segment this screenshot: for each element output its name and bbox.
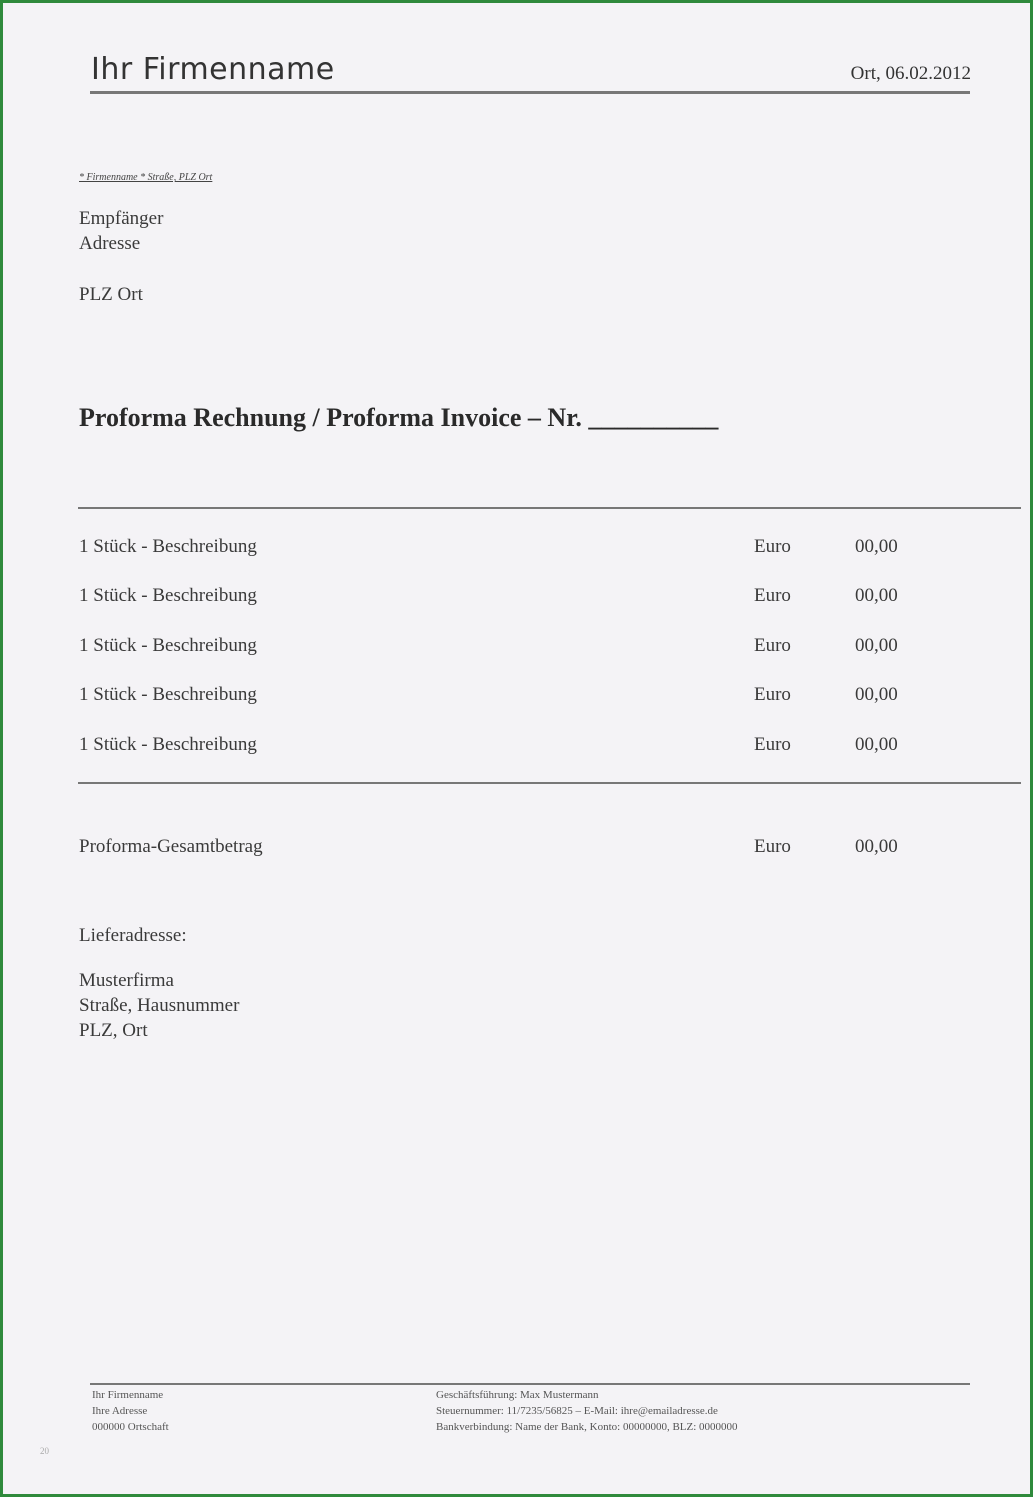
item-amount: 00,00 bbox=[855, 585, 898, 606]
footer-bank: Bankverbindung: Name der Bank, Konto: 00000000, BLZ: 0000000 bbox=[436, 1421, 738, 1433]
total-currency: Euro bbox=[754, 836, 791, 857]
recipient-address: Adresse bbox=[79, 233, 141, 254]
item-currency: Euro bbox=[754, 585, 791, 606]
line-item bbox=[79, 684, 979, 710]
item-currency: Euro bbox=[754, 635, 791, 656]
item-amount: 00,00 bbox=[855, 635, 898, 656]
item-description: 1 Stück - Beschreibung bbox=[79, 585, 257, 606]
item-amount: 00,00 bbox=[855, 684, 898, 705]
footer-tax-email: Steuernummer: 11/7235/56825 – E-Mail: ihre@emailadresse.de bbox=[436, 1405, 718, 1417]
recipient-name: Empfänger bbox=[79, 208, 164, 229]
recipient-city: PLZ Ort bbox=[79, 284, 143, 305]
header-divider bbox=[90, 91, 970, 94]
invoice-title: Proforma Rechnung / Proforma Invoice – Nr. __________ bbox=[79, 403, 719, 432]
footer-company-name: Ihr Firmenname bbox=[92, 1389, 164, 1401]
line-item bbox=[79, 585, 979, 611]
item-currency: Euro bbox=[754, 536, 791, 557]
item-currency: Euro bbox=[754, 684, 791, 705]
footer-company-address: Ihre Adresse bbox=[92, 1405, 148, 1417]
total-amount: 00,00 bbox=[855, 836, 898, 857]
footer-legal-info bbox=[436, 1387, 738, 1435]
item-description: 1 Stück - Beschreibung bbox=[79, 536, 257, 557]
delivery-heading: Lieferadresse: bbox=[79, 925, 187, 946]
page-number: 20 bbox=[40, 1446, 49, 1456]
footer-company-info bbox=[92, 1387, 169, 1435]
company-name: Ihr Firmenname bbox=[91, 52, 335, 87]
item-currency: Euro bbox=[754, 734, 791, 755]
item-description: 1 Stück - Beschreibung bbox=[79, 635, 257, 656]
delivery-city: PLZ, Ort bbox=[79, 1020, 148, 1041]
line-item bbox=[79, 536, 979, 562]
delivery-company: Musterfirma bbox=[79, 970, 174, 991]
total-label: Proforma-Gesamtbetrag bbox=[79, 836, 263, 857]
footer-company-city: 000000 Ortschaft bbox=[92, 1421, 169, 1433]
line-item bbox=[79, 734, 979, 760]
items-top-divider bbox=[78, 507, 1021, 509]
total-row bbox=[79, 836, 979, 862]
item-amount: 00,00 bbox=[855, 536, 898, 557]
items-bottom-divider bbox=[78, 782, 1021, 784]
delivery-street: Straße, Hausnummer bbox=[79, 995, 240, 1016]
footer-divider bbox=[90, 1383, 970, 1385]
item-description: 1 Stück - Beschreibung bbox=[79, 684, 257, 705]
line-item bbox=[79, 635, 979, 661]
footer-management: Geschäftsführung: Max Mustermann bbox=[436, 1389, 599, 1401]
item-description: 1 Stück - Beschreibung bbox=[79, 734, 257, 755]
sender-return-line: * Firmenname * Straße, PLZ Ort bbox=[79, 172, 213, 183]
document-date: Ort, 06.02.2012 bbox=[850, 63, 971, 84]
item-amount: 00,00 bbox=[855, 734, 898, 755]
